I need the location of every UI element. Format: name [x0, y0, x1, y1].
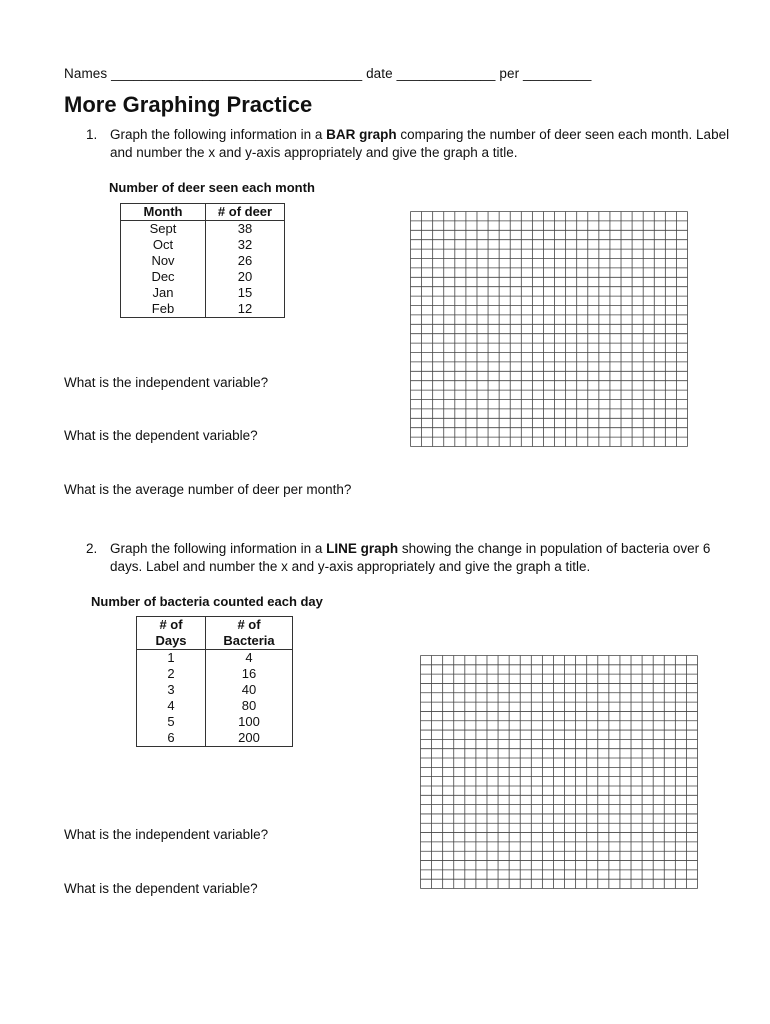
q2-data-table: [136, 616, 293, 747]
q2-dependent-question: What is the dependent variable?: [64, 881, 258, 896]
table-cell: 40: [206, 682, 293, 698]
table-cell: Sept: [121, 221, 206, 238]
q1-dependent-question: What is the dependent variable?: [64, 428, 258, 443]
table-cell: Oct: [121, 237, 206, 253]
q1-data-table: [120, 203, 285, 318]
table-row: [137, 698, 293, 714]
table-row: [137, 714, 293, 730]
q2-graph-grid[interactable]: [420, 655, 698, 889]
table-cell: 5: [137, 714, 206, 730]
q1-text-before: Graph the following information in a: [110, 127, 327, 142]
q1-number: 1.: [86, 127, 98, 142]
table-cell: 3: [137, 682, 206, 698]
table-cell: 200: [206, 730, 293, 747]
q1-bold: BAR graph: [326, 127, 397, 142]
table-cell: 1: [137, 650, 206, 667]
q2-text-after: showing the change in population of bacteria over 6 days. Label and number the x and y-axis appropriately and give the graph a title.: [110, 541, 711, 574]
table-cell: 15: [206, 285, 285, 301]
q1-col-month: Month: [121, 204, 206, 221]
table-cell: 80: [206, 698, 293, 714]
table-row: [121, 269, 285, 285]
date-blank[interactable]: _____________: [396, 66, 496, 81]
table-row: [137, 682, 293, 698]
table-row: [121, 301, 285, 318]
table-cell: 16: [206, 666, 293, 682]
q2-table-caption: Number of bacteria counted each day: [91, 594, 323, 609]
q2-instructions: [86, 540, 736, 576]
table-row: [121, 253, 285, 269]
table-row: [137, 666, 293, 682]
q2-number: 2.: [86, 541, 98, 556]
table-row: [137, 650, 293, 667]
table-cell: Feb: [121, 301, 206, 318]
per-blank[interactable]: _________: [523, 66, 592, 81]
table-cell: 2: [137, 666, 206, 682]
table-cell: 6: [137, 730, 206, 747]
table-row: [121, 221, 285, 238]
q1-text-after: comparing the number of deer seen each month. Label and number the x and y-axis appropriately and give the graph a title.: [110, 127, 730, 160]
table-cell: 32: [206, 237, 285, 253]
q2-bold: LINE graph: [326, 541, 399, 556]
table-row: [121, 237, 285, 253]
table-cell: Jan: [121, 285, 206, 301]
q1-average-question: What is the average number of deer per month?: [64, 482, 352, 497]
q2-table-header-row: [137, 617, 293, 650]
q1-independent-question: What is the independent variable?: [64, 375, 269, 390]
q2-col-bacteria: # of Bacteria: [206, 617, 293, 650]
table-cell: 4: [206, 650, 293, 667]
header-line: [64, 66, 592, 81]
q2-text-before: Graph the following information in a: [110, 541, 327, 556]
q1-col-deer: # of deer: [206, 204, 285, 221]
names-label: Names: [64, 66, 108, 81]
q1-graph-grid[interactable]: [410, 211, 688, 447]
table-cell: 26: [206, 253, 285, 269]
names-blank[interactable]: _________________________________: [111, 66, 363, 81]
q2-col-days: # of Days: [137, 617, 206, 650]
q1-table-caption: Number of deer seen each month: [109, 180, 315, 195]
table-row: [121, 285, 285, 301]
table-cell: Dec: [121, 269, 206, 285]
table-cell: 12: [206, 301, 285, 318]
q1-instructions: [86, 126, 736, 162]
per-label: per: [499, 66, 520, 81]
table-cell: 38: [206, 221, 285, 238]
table-row: [137, 730, 293, 747]
table-cell: 100: [206, 714, 293, 730]
date-label: date: [366, 66, 393, 81]
table-cell: 4: [137, 698, 206, 714]
q2-independent-question: What is the independent variable?: [64, 827, 269, 842]
q1-table-header-row: [121, 204, 285, 221]
table-cell: Nov: [121, 253, 206, 269]
page-title: More Graphing Practice: [64, 92, 313, 117]
table-cell: 20: [206, 269, 285, 285]
